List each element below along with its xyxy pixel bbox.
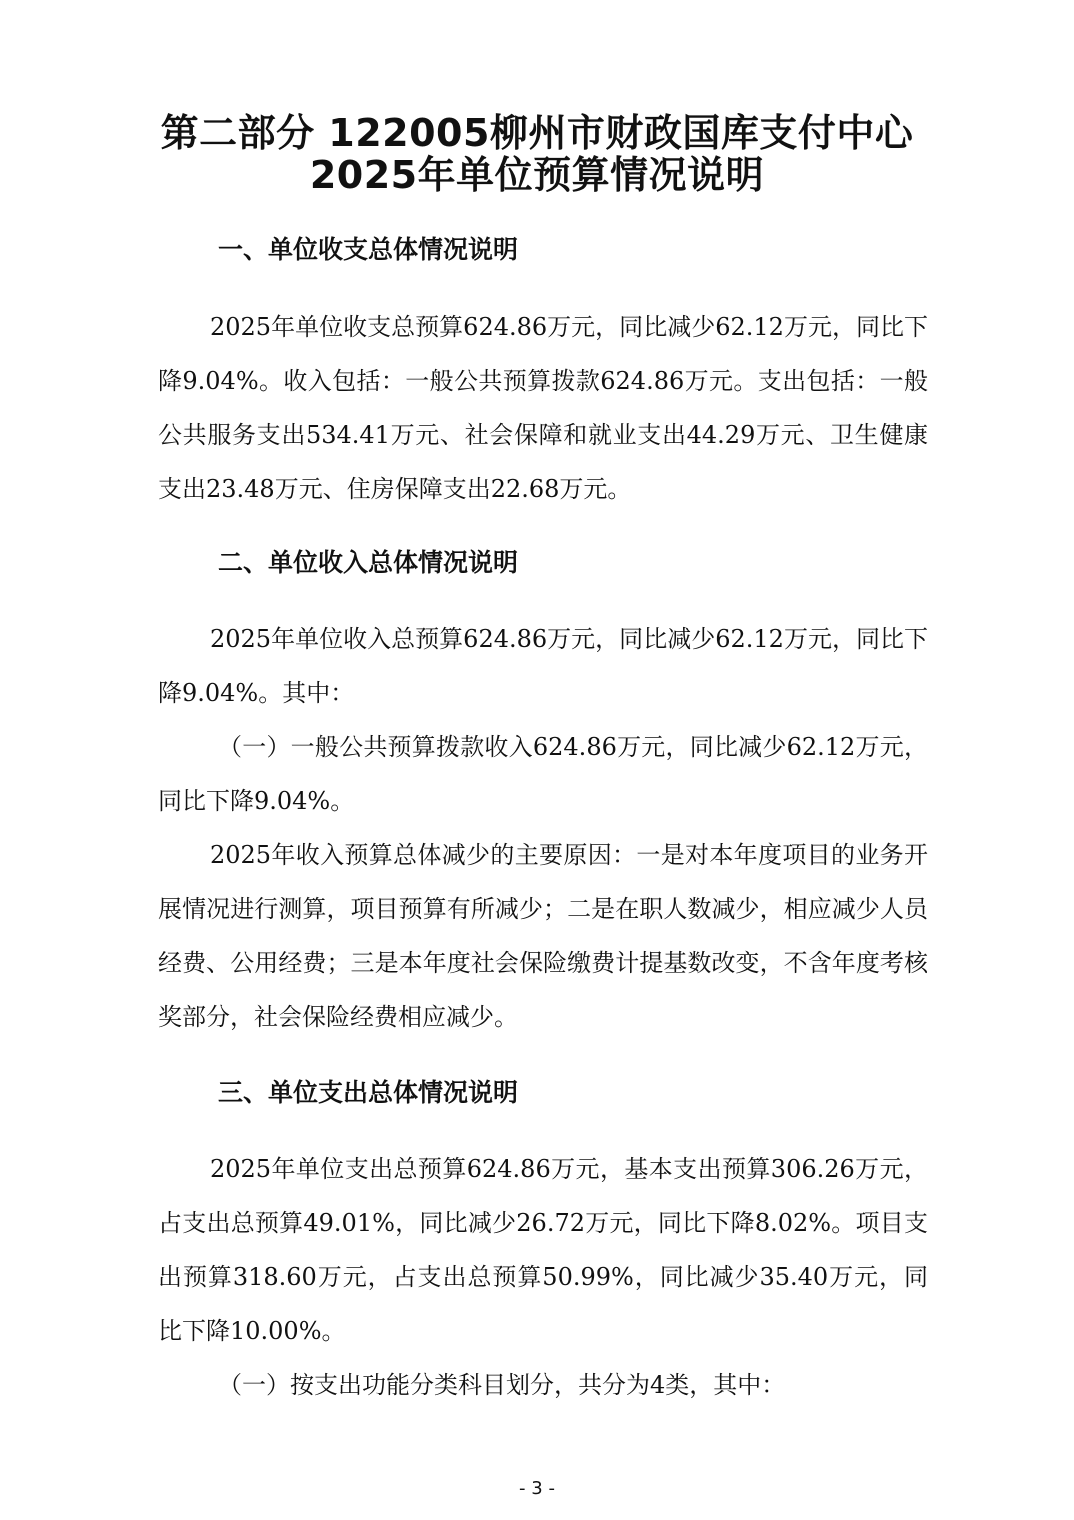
document-title-line-1: 第二部分 122005柳州市财政国库支付中心 [160,111,914,155]
section-1-paragraph-1: 2025年单位收支总预算624.86万元，同比减少62.12万元，同比下降9.04%。收入包括：一般公共预算拨款624.86万元。支出包括：一般公共服务支出534.41万元、社会保障和就业支出44.29万元、卫生健康支出23.48万元、住房保障支出22.68万元。 [158,313,928,503]
section-2-paragraph-3: 2025年收入预算总体减少的主要原因：一是对本年度项目的业务开展情况进行测算，项目预算有所减少；二是在职人数减少，相应减少人员经费、公用经费；三是本年度社会保险缴费计提基数改变，不含年度考核奖部分，社会保险经费相应减少。 [158,841,928,1031]
document-title-line-2: 2025年单位预算情况说明 [309,153,765,197]
section-heading-3: 三、单位支出总体情况说明 [218,1078,519,1107]
section-2-paragraph-1: 2025年单位收入总预算624.86万元，同比减少62.12万元，同比下降9.04%。其中： [158,625,928,707]
section-3-paragraph-2: （一）按支出功能分类科目划分，共分为4类，其中： [218,1371,786,1399]
section-heading-2: 二、单位收入总体情况说明 [218,548,519,577]
section-3-paragraph-1: 2025年单位支出总预算624.86万元，基本支出预算306.26万元，占支出总预算49.01%，同比减少26.72万元，同比下降8.02%。项目支出预算318.60万元，占支出总预算50.99%，同比减少35.40万元，同比下降10.00%。 [158,1155,928,1345]
section-2-paragraph-2: （一）一般公共预算拨款收入624.86万元，同比减少62.12万元，同比下降9.04%。 [158,733,928,815]
page-number: - 3 - [519,1478,555,1499]
section-heading-1: 一、单位收支总体情况说明 [218,235,519,264]
